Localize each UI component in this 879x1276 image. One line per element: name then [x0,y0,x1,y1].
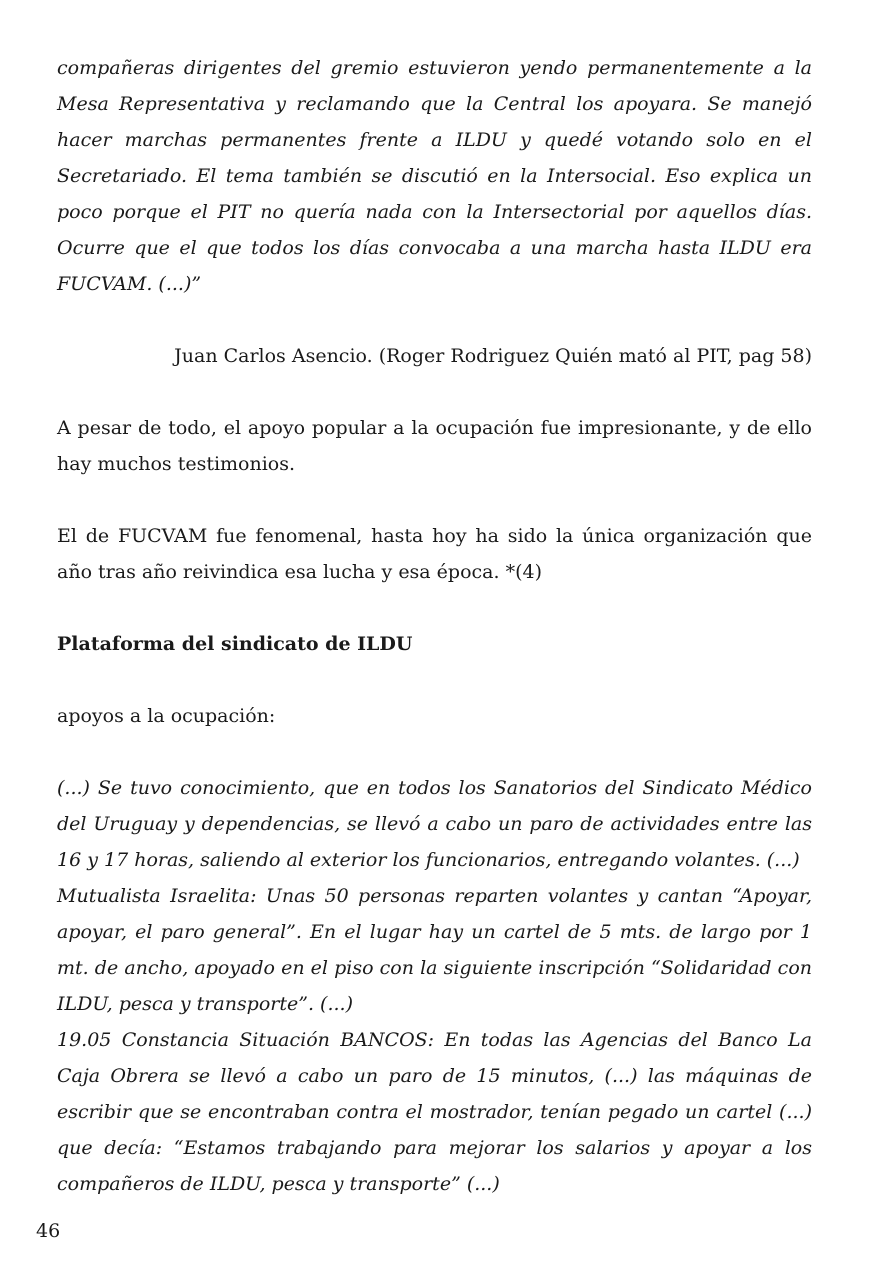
paragraph-support: A pesar de todo, el apoyo popular a la ocupación fue impresionante, y de ello hay muchos testimonios. [57,417,812,475]
quote-top [57,50,812,302]
section-heading: Plataforma del sindicato de ILDU [57,633,413,655]
paragraph-fucvam: El de FUCVAM fue fenomenal, hasta hoy ha sido la única organización que año tras año reivindica esa lucha y esa época. *(4) [57,525,812,583]
quote-bottom-line: (...) Se tuvo conocimiento, que en todos los Sanatorios del Sindicato Médico del Uruguay y dependencias, se llevó a cabo un paro de actividades entre las 16 y 17 horas, saliendo al exterior los funcionarios, entregando volantes. (...) [57,777,812,871]
section-subheading: apoyos a la ocupación: [57,705,276,727]
quote-bottom-line: 19.05 Constancia Situación BANCOS: En todas las Agencias del Banco La Caja Obrera se llevó a cabo un paro de 15 minutos, (...) las máquinas de escribir que se encontraban contra el mostrador, tenían pegado un cartel (...) que decía: “Estamos trabajando para mejorar los salarios y apoyar a los compañeros de ILDU, pesca y transporte” (...) [57,1029,812,1195]
quote-bottom [57,770,812,1202]
quote-bottom-line: Mutualista Israelita: Unas 50 personas reparten volantes y cantan “Apoyar, apoyar, el paro general”. En el lugar hay un cartel de 5 mts. de largo por 1 mt. de ancho, apoyado en el piso con la siguiente inscripción “Solidaridad con ILDU, pesca y transporte”. (...) [57,885,812,1015]
document-page [57,50,812,1202]
quote-top-text: compañeras dirigentes del gremio estuvieron yendo permanentemente a la Mesa Representativa y reclamando que la Central los apoyara. Se manejó hacer marchas permanentes frente a ILDU y quedé votando solo en el Secretariado. El tema también se discutió en la Intersocial. Eso explica un poco porque el PIT no quería nada con la Intersectorial por aquellos días. Ocurre que el que todos los días convocaba a una marcha hasta ILDU era FUCVAM. (...)” [57,57,812,295]
quote-attribution: Juan Carlos Asencio. (Roger Rodriguez Quién mató al PIT, pag 58) [174,345,812,367]
page-number: 46 [36,1220,61,1242]
